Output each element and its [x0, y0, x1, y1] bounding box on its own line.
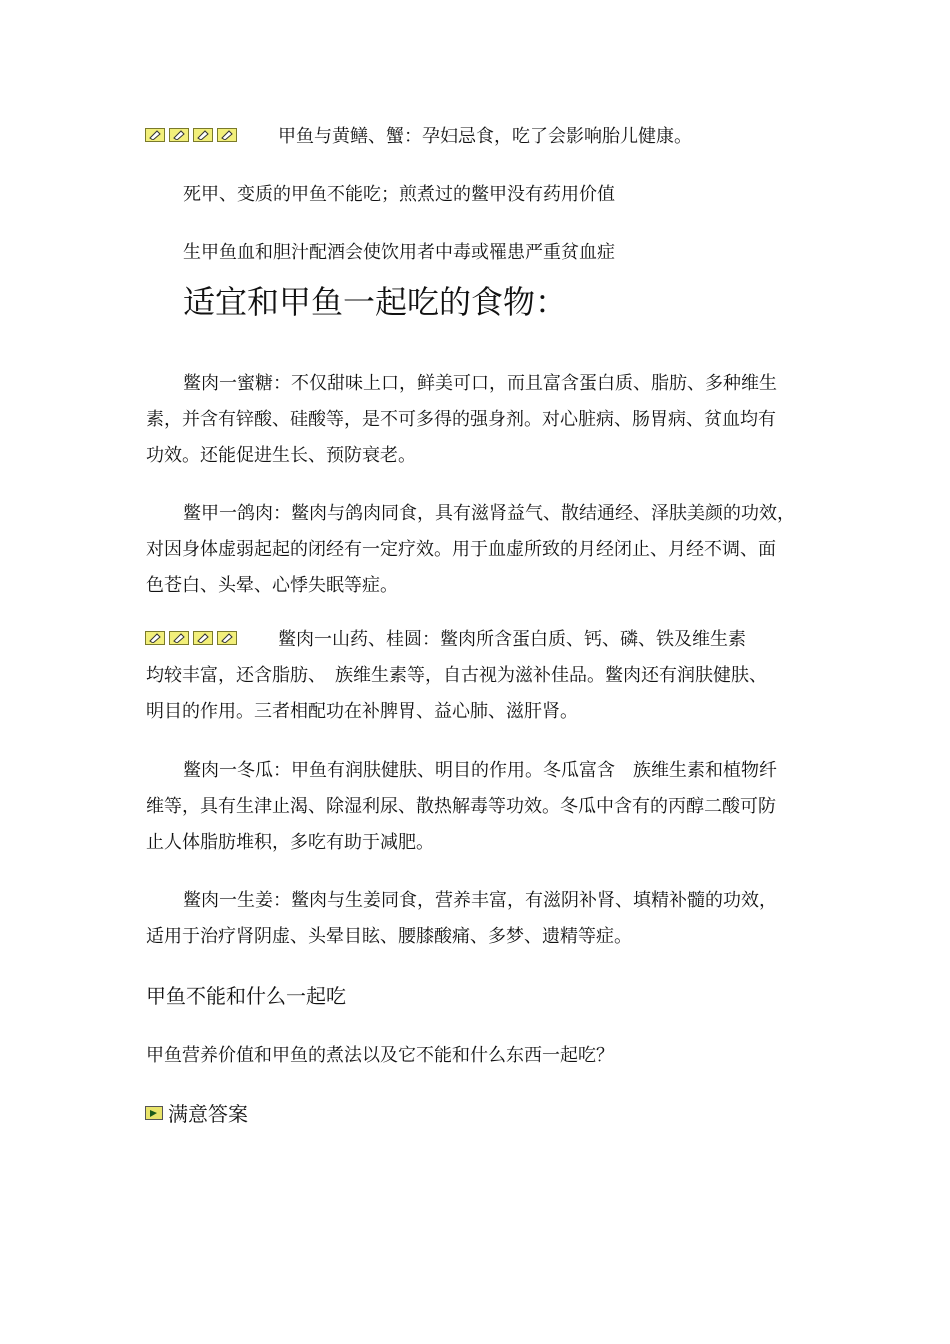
para1-line: 功效。还能促进生长、预防衰老。	[146, 445, 416, 466]
section-title: 甲鱼不能和什么一起吃	[146, 984, 346, 1008]
icon-group-1	[145, 128, 237, 142]
pencil-tag-icon	[217, 631, 237, 645]
pencil-tag-icon	[217, 128, 237, 142]
para1-line: 素，并含有锌酸、硅酸等，是不可多得的强身剂。对心脏病、肠胃病、贫血均有	[146, 409, 776, 430]
para1-line: 鳖肉一蜜糖：不仅甜味上口，鲜美可口，而且富含蛋白质、脂肪、多种维生	[183, 373, 777, 394]
pencil-tag-icon	[193, 128, 213, 142]
para3-line: 鳖肉一山药、桂圆：鳖肉所含蛋白质、钙、磷、铁及维生素	[278, 629, 746, 650]
para5-line: 鳖肉一生姜：鳖肉与生姜同食，营养丰富，有滋阴补肾、填精补髓的功效，	[183, 890, 777, 911]
pencil-tag-icon	[193, 631, 213, 645]
para5-line: 适用于治疗肾阴虚、头晕目眩、腰膝酸痛、多梦、遗精等症。	[146, 926, 632, 947]
pencil-tag-icon	[169, 128, 189, 142]
icon-group-2	[145, 631, 237, 645]
answer-label: 满意答案	[168, 1102, 248, 1126]
para4-line: 鳖肉一冬瓜：甲鱼有润肤健肤、明目的作用。冬瓜富含 族维生素和植物纤	[183, 760, 777, 781]
para3-line: 均较丰富，还含脂肪、 族维生素等，自古视为滋补佳品。鳖肉还有润肤健肤、	[146, 665, 767, 686]
para3-line: 明目的作用。三者相配功在补脾胃、益心肺、滋肝肾。	[146, 701, 578, 722]
pencil-tag-icon	[145, 631, 165, 645]
pencil-tag-icon	[145, 128, 165, 142]
para4-line: 维等，具有生津止渴、除湿利尿、散热解毒等功效。冬瓜中含有的丙醇二酸可防	[146, 796, 776, 817]
para4-line: 止人体脂肪堆积，多吃有助于减肥。	[146, 832, 434, 853]
intro-line-3: 生甲鱼血和胆汁配酒会使饮用者中毒或罹患严重贫血症	[183, 242, 615, 263]
intro-line-1: 甲鱼与黄鳝、蟹：孕妇忌食，吃了会影响胎儿健康。	[278, 126, 692, 147]
para2-line: 色苍白、头晕、心悸失眠等症。	[146, 575, 398, 596]
intro-line-2: 死甲、变质的甲鱼不能吃；煎煮过的鳖甲没有药用价值	[183, 184, 615, 205]
pencil-tag-icon	[169, 631, 189, 645]
para2-line: 对因身体虚弱起起的闭经有一定疗效。用于血虚所致的月经闭止、月经不调、面	[146, 539, 776, 560]
section-heading: 适宜和甲鱼一起吃的食物：	[183, 283, 568, 321]
arrow-icon	[145, 1106, 163, 1120]
question-text: 甲鱼营养价值和甲鱼的煮法以及它不能和什么东西一起吃？	[146, 1045, 614, 1066]
para2-line: 鳖甲一鸽肉：鳖肉与鸽肉同食，具有滋肾益气、散结通经、泽肤美颜的功效，	[183, 503, 795, 524]
